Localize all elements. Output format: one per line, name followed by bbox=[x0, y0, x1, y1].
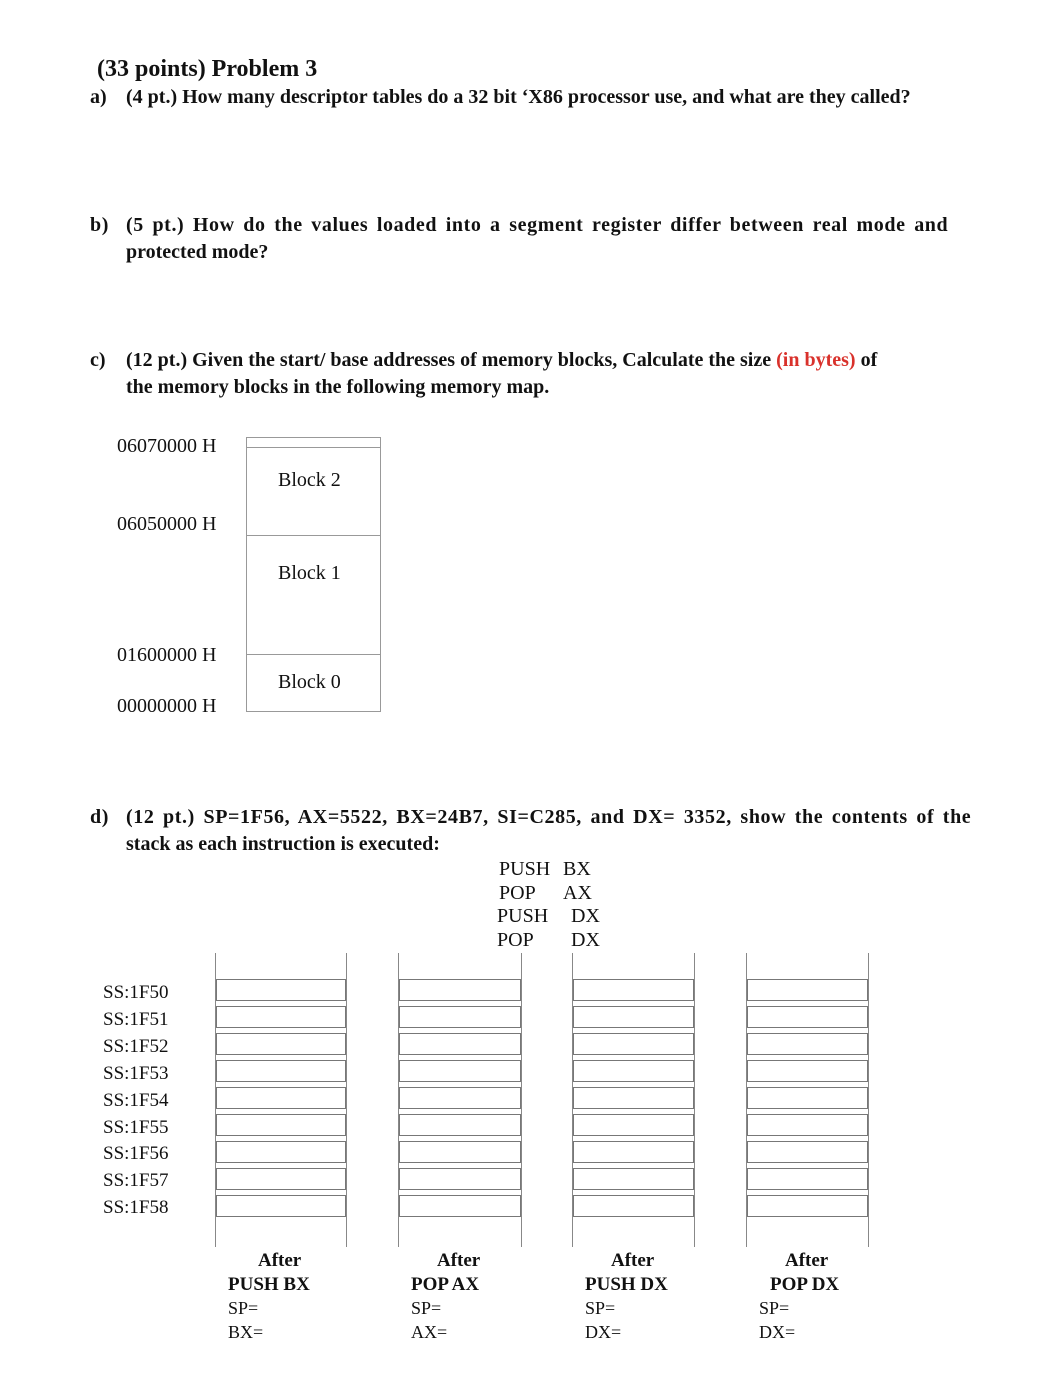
stack-cell bbox=[399, 1114, 521, 1136]
question-d-line2: stack as each instruction is executed: bbox=[126, 833, 440, 855]
instr-1-op: PUSH bbox=[499, 858, 551, 880]
stack-grid-pop-dx bbox=[746, 953, 869, 1247]
instr-3-arg: DX bbox=[571, 905, 600, 927]
instr-2-op: POP bbox=[499, 882, 536, 904]
stack-cell bbox=[216, 1141, 346, 1163]
question-b-line1 bbox=[90, 214, 948, 237]
col-3-instr: PUSH DX bbox=[585, 1274, 668, 1295]
stack-cell bbox=[399, 1168, 521, 1190]
question-c-text-1b: of bbox=[855, 349, 878, 371]
stack-cell bbox=[573, 1195, 694, 1217]
stack-cell bbox=[216, 1087, 346, 1109]
stack-address-1f57: SS:1F57 bbox=[103, 1170, 169, 1191]
stack-cell bbox=[216, 1168, 346, 1190]
stack-cell bbox=[573, 1087, 694, 1109]
stack-cell bbox=[573, 1114, 694, 1136]
stack-address-1f51: SS:1F51 bbox=[103, 1009, 169, 1030]
instr-3-op: PUSH bbox=[497, 905, 549, 927]
block-0-label: Block 0 bbox=[278, 671, 341, 693]
problem-title: (33 points) Problem 3 bbox=[97, 56, 318, 82]
stack-cell bbox=[747, 1033, 868, 1055]
col-3-sp: SP= bbox=[585, 1298, 616, 1318]
stack-address-1f54: SS:1F54 bbox=[103, 1090, 169, 1111]
stack-cell bbox=[747, 1006, 868, 1028]
question-d-line1 bbox=[90, 806, 971, 829]
address-01600000: 01600000 H bbox=[117, 644, 217, 666]
question-c-marker: c) bbox=[90, 349, 106, 371]
stack-cell bbox=[747, 1114, 868, 1136]
stack-cell bbox=[399, 1141, 521, 1163]
col-4-after: After bbox=[785, 1250, 829, 1271]
stack-address-1f52: SS:1F52 bbox=[103, 1036, 169, 1057]
question-a-marker: a) bbox=[90, 86, 107, 108]
instr-4-op: POP bbox=[497, 929, 534, 951]
stack-cell bbox=[747, 1141, 868, 1163]
stack-cell bbox=[747, 1060, 868, 1082]
question-c-text-1a: (12 pt.) Given the start/ base addresses of memory blocks, Calculate the size bbox=[126, 349, 777, 371]
stack-address-1f53: SS:1F53 bbox=[103, 1063, 169, 1084]
stack-address-1f50: SS:1F50 bbox=[103, 982, 169, 1003]
instr-4-arg: DX bbox=[571, 929, 600, 951]
col-2-reg: AX= bbox=[411, 1322, 448, 1342]
question-c-highlight: (in bytes) bbox=[776, 349, 856, 371]
stack-cell bbox=[573, 979, 694, 1001]
stack-cell bbox=[399, 1006, 521, 1028]
col-2-sp: SP= bbox=[411, 1298, 442, 1318]
col-3-after: After bbox=[611, 1250, 655, 1271]
block-2-label: Block 2 bbox=[278, 469, 341, 491]
question-d-text-1: (12 pt.) SP=1F56, AX=5522, BX=24B7, SI=C285, and DX= 3352, show the contents of the bbox=[126, 806, 972, 828]
stack-cell bbox=[573, 1060, 694, 1082]
question-b-marker: b) bbox=[90, 214, 109, 236]
stack-cell bbox=[216, 1006, 346, 1028]
memory-block-1 bbox=[246, 535, 381, 655]
stack-cell bbox=[747, 1195, 868, 1217]
stack-cell bbox=[747, 1087, 868, 1109]
col-1-instr: PUSH BX bbox=[228, 1274, 310, 1295]
stack-cell bbox=[573, 1033, 694, 1055]
stack-cell bbox=[747, 979, 868, 1001]
stack-cell bbox=[399, 1060, 521, 1082]
stack-grid-push-bx bbox=[215, 953, 347, 1247]
col-4-instr: POP DX bbox=[770, 1274, 840, 1295]
address-06070000: 06070000 H bbox=[117, 435, 217, 457]
instr-2-arg: AX bbox=[563, 882, 592, 904]
stack-cell bbox=[573, 1006, 694, 1028]
address-00000000: 00000000 H bbox=[117, 695, 217, 717]
stack-cell bbox=[399, 1195, 521, 1217]
col-3-reg: DX= bbox=[585, 1322, 622, 1342]
question-b-text-1: (5 pt.) How do the values loaded into a segment register differ between real mode and bbox=[126, 214, 949, 236]
question-c-line1 bbox=[90, 349, 877, 372]
col-4-sp: SP= bbox=[759, 1298, 790, 1318]
stack-cell bbox=[747, 1168, 868, 1190]
question-a bbox=[90, 86, 911, 109]
block-1-label: Block 1 bbox=[278, 562, 341, 584]
col-1-reg: BX= bbox=[228, 1322, 264, 1342]
stack-cell bbox=[216, 1060, 346, 1082]
stack-cell bbox=[399, 1033, 521, 1055]
stack-cell bbox=[216, 1195, 346, 1217]
stack-grid-pop-ax bbox=[398, 953, 522, 1247]
stack-cell bbox=[399, 979, 521, 1001]
address-06050000: 06050000 H bbox=[117, 513, 217, 535]
question-c-line2: the memory blocks in the following memory map. bbox=[126, 376, 550, 398]
stack-grid-push-dx bbox=[572, 953, 695, 1247]
question-b-line2: protected mode? bbox=[126, 241, 269, 263]
stack-cell bbox=[573, 1141, 694, 1163]
instr-1-arg: BX bbox=[563, 858, 591, 880]
stack-address-1f55: SS:1F55 bbox=[103, 1117, 169, 1138]
stack-address-1f58: SS:1F58 bbox=[103, 1197, 169, 1218]
stack-cell bbox=[216, 1033, 346, 1055]
question-d-marker: d) bbox=[90, 806, 109, 828]
col-2-after: After bbox=[437, 1250, 481, 1271]
col-2-instr: POP AX bbox=[411, 1274, 480, 1295]
col-1-sp: SP= bbox=[228, 1298, 259, 1318]
col-4-reg: DX= bbox=[759, 1322, 796, 1342]
stack-cell bbox=[216, 979, 346, 1001]
question-a-text: (4 pt.) How many descriptor tables do a 32 bit ‘X86 processor use, and what are they called? bbox=[126, 86, 911, 108]
stack-cell bbox=[573, 1168, 694, 1190]
stack-address-1f56: SS:1F56 bbox=[103, 1143, 169, 1164]
col-1-after: After bbox=[258, 1250, 302, 1271]
stack-cell bbox=[216, 1114, 346, 1136]
stack-cell bbox=[399, 1087, 521, 1109]
